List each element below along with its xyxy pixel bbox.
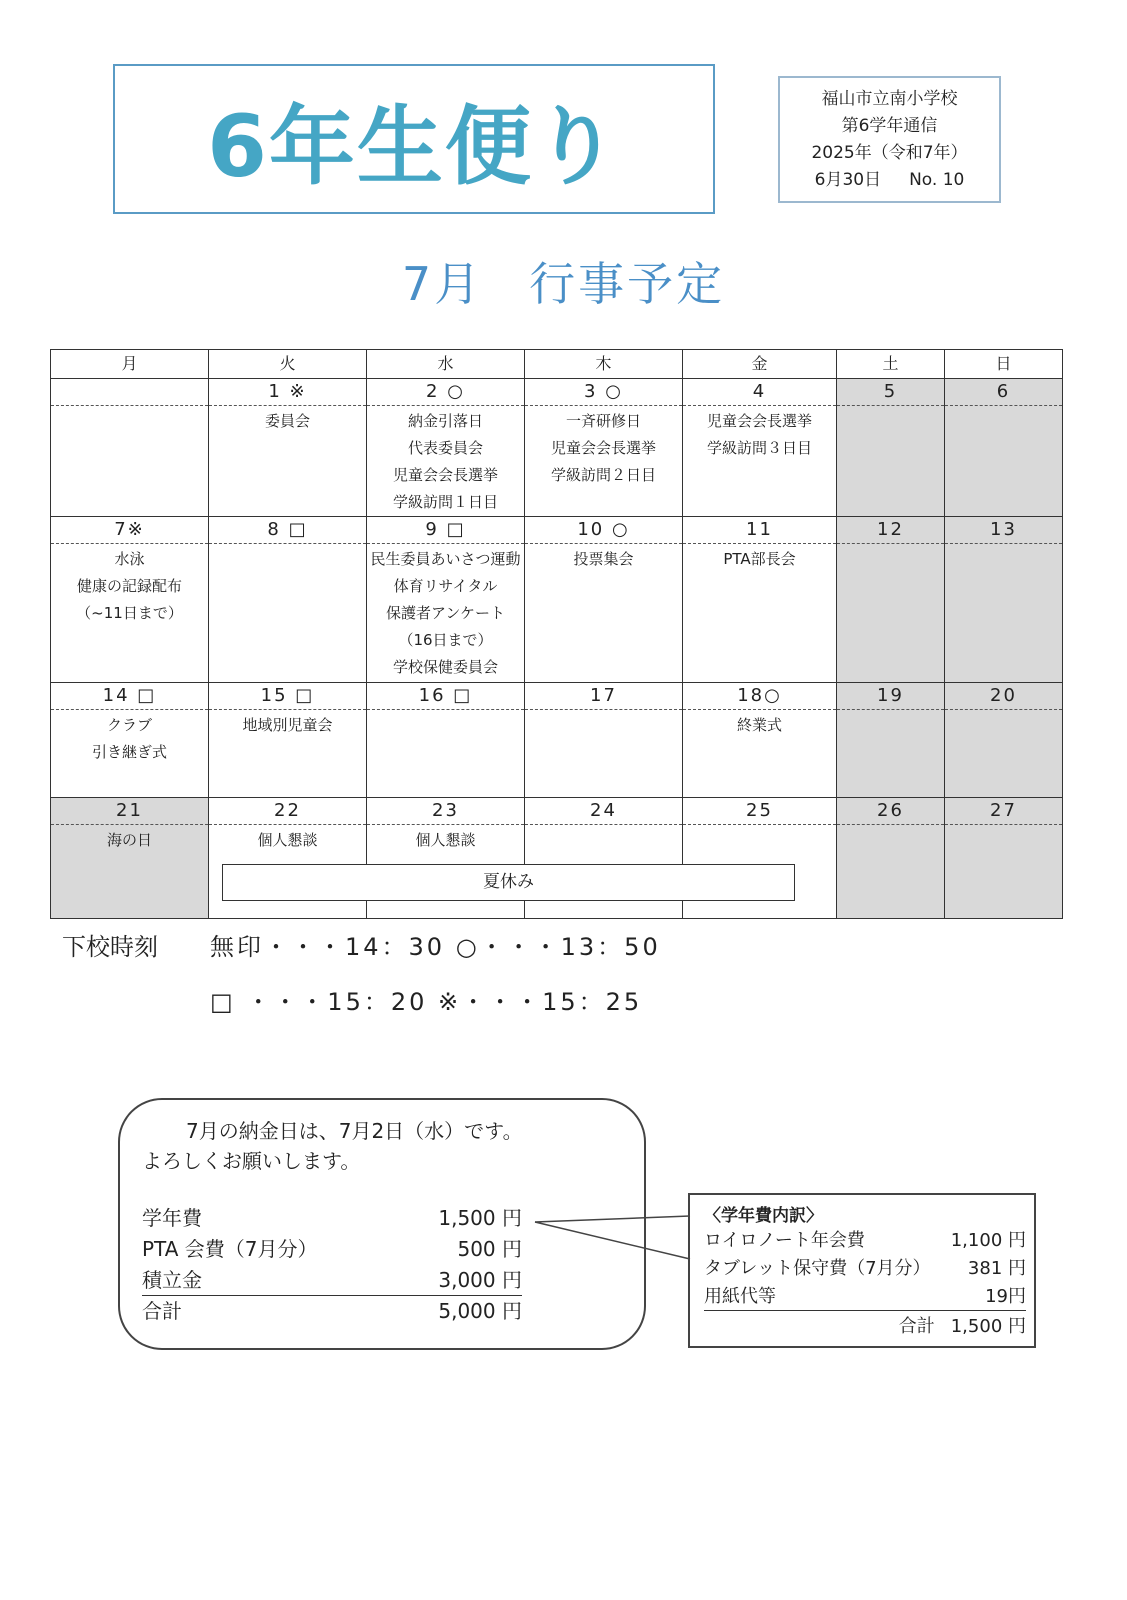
calendar-date-cell: 7※ [51,517,209,544]
weekday-header: 金 [683,350,837,379]
dismissal-line-2: □ ・・・15：20 ※・・・15：25 [210,988,643,1016]
calendar-date-cell: 3 ○ [525,379,683,406]
calendar-date-cell: 15 □ [209,683,367,710]
breakdown-amount: 19円 [985,1286,1026,1307]
calendar-event: 水泳 [114,550,145,568]
calendar-date-cell: 23 [367,798,525,825]
school-name: 福山市立南小学校 [821,89,958,109]
calendar-event: 保護者アンケート [385,604,506,622]
calendar-event: 児童会会長選挙 [392,466,498,484]
calendar-date-cell: 20 [945,683,1063,710]
fee-breakdown-box [688,1193,1036,1348]
issue-number: No. 10 [909,170,965,190]
fee-amount: 1,500 円 [438,1206,522,1230]
calendar-date-cell: 16 □ [367,683,525,710]
breakdown-amount: 381 円 [967,1258,1026,1279]
calendar-event: 納金引落日 [407,412,483,430]
calendar-event: 体育リサイタル [393,577,498,595]
calendar-date-cell: 11 [683,517,837,544]
issue-date: 6月30日 [814,170,882,190]
calendar-event: 学級訪問１日目 [392,493,498,511]
breakdown-total-row [704,1311,1026,1341]
fee-name: 合計 [142,1299,182,1323]
calendar-date-cell: 8 □ [209,517,367,544]
calendar-date-cell: 12 [837,517,945,544]
breakdown-row [704,1255,1026,1283]
payment-message-line: よろしくお願いします。 [142,1149,361,1173]
calendar-event: 地域別児童会 [242,716,333,734]
breakdown-total-amount: 1,500 円 [950,1316,1026,1337]
calendar-event: 個人懇談 [415,831,476,849]
calendar-date-cell: 4 [683,379,837,406]
calendar-date-cell: 17 [525,683,683,710]
weekday-header: 土 [837,350,945,379]
calendar-date-cell: 26 [837,798,945,825]
calendar-date-cell: 5 [837,379,945,406]
schedule-heading: 行事予定 [529,257,726,311]
breakdown-total-label: 合計 [898,1316,935,1337]
calendar-date-cell: 9 □ [367,517,525,544]
breakdown-row [704,1227,1026,1255]
breakdown-name: ロイロノート年会費 [704,1230,865,1251]
newsletter-title: 6年生便り [207,97,621,197]
calendar-event: クラブ [106,716,152,734]
weekday-header: 日 [945,350,1063,379]
calendar-date-cell: 1 ※ [209,379,367,406]
breakdown-list [704,1227,1026,1341]
calendar-event: （~11日まで） [76,604,183,622]
calendar-event: 児童会会長選挙 [706,412,812,430]
fee-amount: 3,000 円 [438,1268,522,1292]
breakdown-amount: 1,100 円 [950,1230,1026,1251]
calendar-event: 海の日 [106,831,152,849]
calendar-event: 民生委員あいさつ運動 [370,550,521,568]
issue-year: 2025年（令和7年） [811,143,968,163]
calendar-date-cell: 14 □ [51,683,209,710]
calendar-event: 学級訪問２日目 [550,466,656,484]
fee-amount: 5,000 円 [438,1299,522,1323]
weekday-header: 水 [367,350,525,379]
calendar-event: PTA部長会 [723,550,796,568]
calendar-date-cell: 19 [837,683,945,710]
calendar-date-cell: 13 [945,517,1063,544]
calendar-event: 投票集会 [573,550,634,568]
calendar-date-cell: 6 [945,379,1063,406]
calendar-event: 委員会 [264,412,310,430]
calendar-date-cell: 27 [945,798,1063,825]
breakdown-name: タブレット保守費（7月分） [704,1258,931,1279]
calendar-event: 個人懇談 [257,831,318,849]
fee-amount: 500 円 [457,1237,522,1261]
calendar-event: 一斉研修日 [565,412,641,430]
calendar-date-cell: 18○ [683,683,837,710]
calendar-event: 終業式 [736,716,782,734]
calendar-event: （16日まで） [398,631,493,649]
dismissal-label: 下校時刻 [62,933,158,961]
calendar-date-cell: 25 [683,798,837,825]
calendar-date-cell: 10 ○ [525,517,683,544]
summer-break-bar: 夏休み [222,864,795,901]
fee-name: 積立金 [142,1268,202,1292]
dismissal-line-1: 無印・・・14：30 ○・・・13：50 [210,933,661,961]
calendar-date-cell: 22 [209,798,367,825]
weekday-header: 月 [51,350,209,379]
calendar-date-cell: 21 [51,798,209,825]
breakdown-row [704,1283,1026,1311]
payment-message-line: 7月の納金日は、7月2日（水）です。 [186,1119,523,1143]
calendar-event: 児童会会長選挙 [550,439,656,457]
calendar-event: 引き継ぎ式 [91,743,167,761]
weekday-header: 木 [525,350,683,379]
calendar-event: 代表委員会 [407,439,483,457]
calendar-event: 健康の記録配布 [76,577,182,595]
breakdown-name: 用紙代等 [704,1286,776,1307]
calendar-date-cell: 24 [525,798,683,825]
fee-name: PTA 会費（7月分） [142,1237,318,1261]
calendar-date-cell: 2 ○ [367,379,525,406]
calendar-event: 学級訪問３日目 [706,439,812,457]
calendar-event: 学校保健委員会 [392,658,498,676]
newsletter-name: 第6学年通信 [841,116,938,136]
schedule-month: 7月 [401,257,484,311]
breakdown-title: 〈学年費内訳〉 [704,1206,823,1226]
fee-name: 学年費 [142,1206,202,1230]
weekday-header: 火 [209,350,367,379]
